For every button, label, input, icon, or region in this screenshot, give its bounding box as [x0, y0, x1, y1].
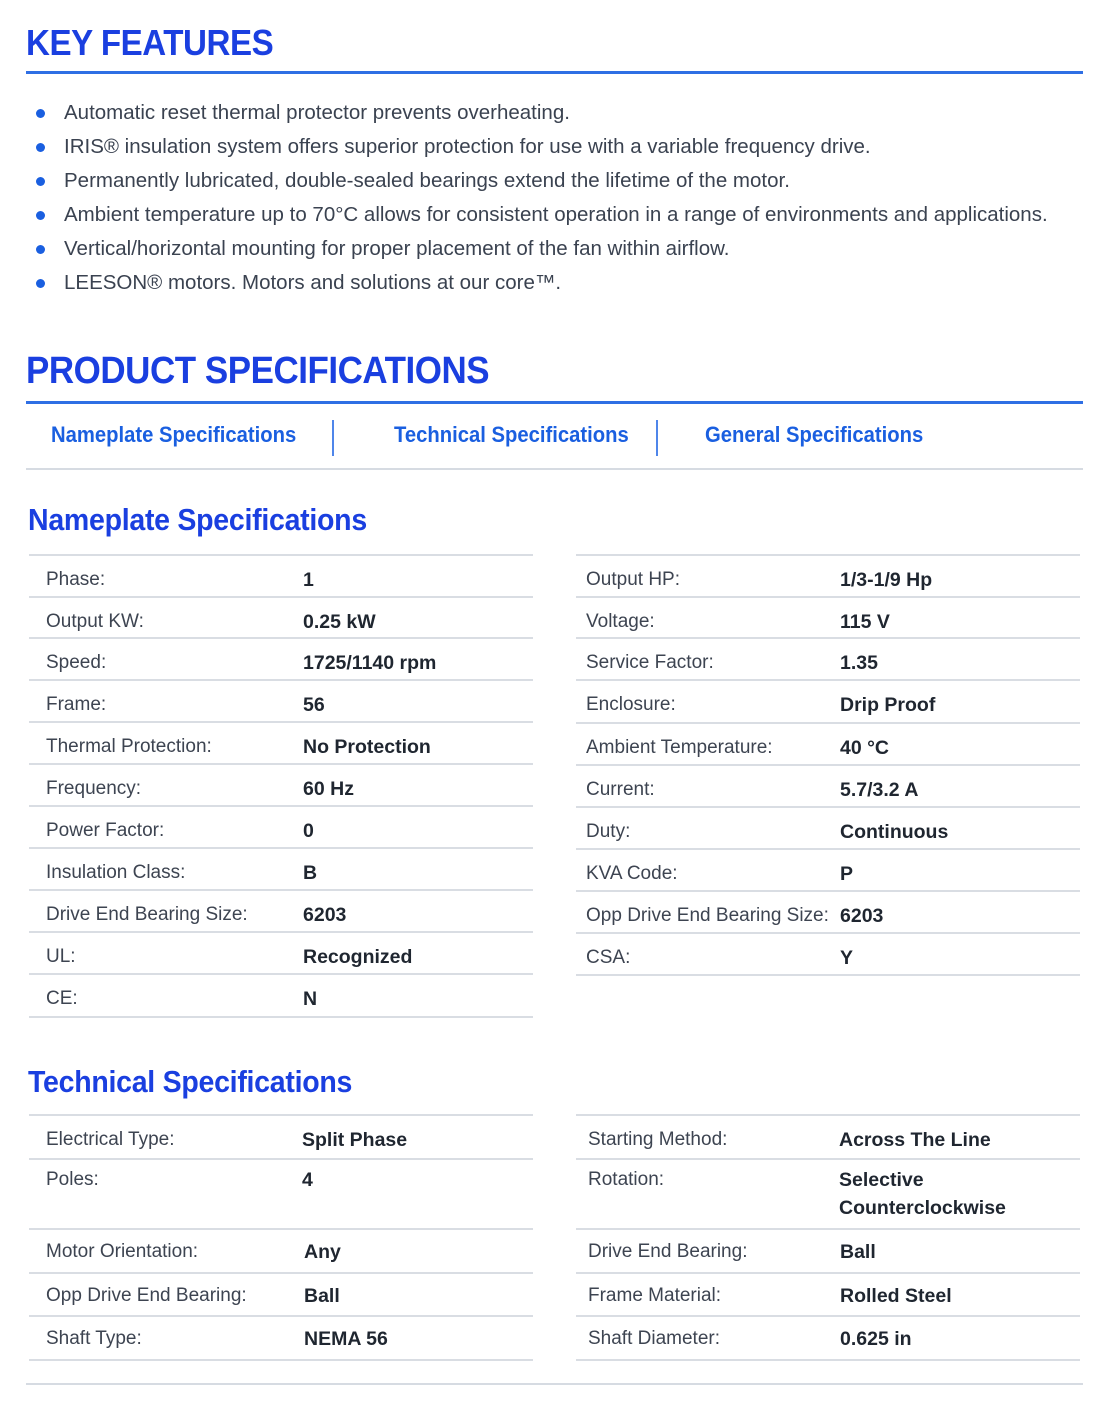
spec-value: 0.625 in: [840, 1328, 912, 1350]
spec-row: [576, 1160, 1080, 1230]
spec-label: Opp Drive End Bearing:: [46, 1285, 247, 1306]
key-features-heading: KEY FEATURES: [26, 22, 274, 63]
spec-row: [576, 934, 1080, 976]
technical-specifications-heading: Technical Specifications: [28, 1064, 353, 1099]
spec-row: [576, 808, 1080, 850]
spec-label: Starting Method:: [588, 1129, 728, 1150]
technical-left-table: [29, 1114, 533, 1361]
spec-label: CE:: [46, 988, 78, 1009]
spec-label: CSA:: [586, 947, 631, 968]
spec-row: [576, 639, 1080, 681]
spec-row: [29, 639, 533, 681]
spec-row: [29, 723, 533, 765]
spec-value: P: [840, 863, 854, 885]
product-specifications-heading: PRODUCT SPECIFICATIONS: [26, 350, 490, 392]
spec-value: Drip Proof: [840, 694, 936, 716]
spec-row: [29, 1230, 533, 1274]
spec-row: [576, 724, 1080, 766]
spec-label: Phase:: [46, 569, 106, 590]
tab-technical-specifications[interactable]: Technical Specifications: [394, 422, 629, 447]
feature-text: Vertical/horizontal mounting for proper placement of the fan within airflow.: [64, 237, 730, 260]
spec-label: Service Factor:: [586, 652, 714, 673]
tab-general-specifications[interactable]: General Specifications: [705, 422, 924, 447]
spec-row: [29, 556, 533, 598]
spec-value: 1/3-1/9 Hp: [840, 569, 933, 591]
spec-label: Output KW:: [46, 611, 144, 632]
spec-label: Frame:: [46, 694, 107, 715]
spec-value: 115 V: [840, 611, 890, 633]
feature-text: IRIS® insulation system offers superior protection for use with a variable frequency drive.: [64, 135, 871, 158]
spec-row: [29, 891, 533, 933]
spec-value: 4: [302, 1169, 313, 1191]
spec-value: 1725/1140 rpm: [303, 652, 437, 674]
spec-label: KVA Code:: [586, 863, 678, 884]
spec-label: Speed:: [46, 652, 107, 673]
nameplate-right-table: [576, 554, 1080, 976]
tabs-divider: [26, 468, 1083, 470]
bullet-icon: [36, 109, 45, 118]
spec-value: 0: [303, 820, 314, 842]
technical-right-table: [576, 1114, 1080, 1361]
spec-label: Rotation:: [588, 1169, 665, 1190]
nameplate-specifications-heading: Nameplate Specifications: [28, 502, 367, 537]
feature-item: [26, 198, 1048, 232]
feature-text: Automatic reset thermal protector prevents overheating.: [64, 101, 570, 124]
spec-value: Ball: [840, 1241, 876, 1263]
spec-label: Current:: [586, 779, 655, 800]
nameplate-left-table: [29, 554, 533, 1018]
spec-row: [29, 933, 533, 975]
spec-row: [576, 1116, 1080, 1160]
feature-item: [26, 96, 1048, 130]
bullet-icon: [36, 245, 45, 254]
spec-row: [29, 1116, 533, 1160]
spec-tabs: [26, 418, 1083, 458]
spec-row: [29, 1160, 533, 1230]
spec-label: UL:: [46, 946, 76, 967]
feature-item: [26, 232, 1048, 266]
spec-label: Frame Material:: [588, 1285, 722, 1306]
spec-value: Any: [304, 1241, 341, 1263]
spec-row: [576, 766, 1080, 808]
spec-row: [576, 681, 1080, 724]
spec-value: 60 Hz: [303, 778, 354, 800]
feature-text: LEESON® motors. Motors and solutions at our core™.: [64, 271, 562, 294]
spec-value: N: [303, 988, 318, 1010]
product-specifications-divider: [26, 401, 1083, 404]
spec-label: Drive End Bearing:: [588, 1241, 748, 1262]
spec-row: [576, 850, 1080, 892]
feature-item: [26, 130, 1048, 164]
feature-text: Permanently lubricated, double-sealed bearings extend the lifetime of the motor.: [64, 169, 790, 192]
spec-value: 1.35: [840, 652, 878, 674]
tab-nameplate-specifications[interactable]: Nameplate Specifications: [51, 422, 297, 447]
spec-value: Split Phase: [302, 1129, 408, 1151]
spec-value: 1: [303, 569, 314, 591]
spec-value: B: [303, 862, 318, 884]
spec-label: Voltage:: [586, 611, 655, 632]
spec-value: Ball: [304, 1285, 340, 1307]
spec-label: Electrical Type:: [46, 1129, 175, 1150]
spec-label: Poles:: [46, 1169, 99, 1190]
spec-value: 6203: [840, 905, 884, 927]
bullet-icon: [36, 211, 45, 220]
spec-value: Continuous: [840, 821, 949, 843]
spec-value: Y: [840, 947, 854, 969]
spec-label: Drive End Bearing Size:: [46, 904, 248, 925]
spec-row: [29, 681, 533, 723]
spec-value: Recognized: [303, 946, 413, 968]
bullet-icon: [36, 143, 45, 152]
spec-row: [576, 1274, 1080, 1317]
spec-row: [576, 598, 1080, 639]
spec-label: Thermal Protection:: [46, 736, 212, 757]
spec-value: 5.7/3.2 A: [840, 779, 919, 801]
spec-row: [29, 975, 533, 1018]
spec-row: [29, 807, 533, 849]
spec-value: 6203: [303, 904, 347, 926]
spec-value: Rolled Steel: [840, 1285, 952, 1307]
spec-label: Insulation Class:: [46, 862, 186, 883]
spec-label: Enclosure:: [586, 694, 676, 715]
spec-label: Shaft Type:: [46, 1328, 142, 1349]
spec-label: Output HP:: [586, 569, 680, 590]
spec-row: [29, 849, 533, 891]
spec-row: [576, 1317, 1080, 1361]
spec-label: Frequency:: [46, 778, 142, 799]
spec-row: [576, 1230, 1080, 1274]
spec-value: No Protection: [303, 736, 431, 758]
spec-row: [576, 556, 1080, 598]
bullet-icon: [36, 279, 45, 288]
feature-item: [26, 164, 1048, 198]
spec-value: NEMA 56: [304, 1328, 388, 1350]
spec-row: [576, 892, 1080, 934]
spec-label: Opp Drive End Bearing Size:: [586, 905, 829, 926]
spec-row: [29, 1274, 533, 1317]
spec-value: Selective Counterclockwise: [839, 1169, 1006, 1219]
key-features-divider: [26, 71, 1083, 74]
feature-text: Ambient temperature up to 70°C allows for consistent operation in a range of environments and applications.: [64, 203, 1048, 226]
bullet-icon: [36, 177, 45, 186]
spec-value: 0.25 kW: [303, 611, 376, 633]
key-features-list: [26, 96, 1048, 300]
spec-value: Across The Line: [839, 1129, 991, 1151]
feature-item: [26, 266, 1048, 300]
spec-value: 56: [303, 694, 325, 716]
spec-label: Duty:: [586, 821, 631, 842]
spec-row: [29, 1317, 533, 1361]
spec-row: [29, 765, 533, 807]
spec-row: [29, 598, 533, 639]
tab-separator: [332, 420, 334, 456]
spec-value: 40 °C: [840, 737, 889, 759]
tab-separator: [656, 420, 658, 456]
spec-label: Power Factor:: [46, 820, 165, 841]
spec-label: Ambient Temperature:: [586, 737, 773, 758]
spec-label: Motor Orientation:: [46, 1241, 199, 1262]
bottom-divider: [26, 1383, 1083, 1385]
spec-label: Shaft Diameter:: [588, 1328, 720, 1349]
